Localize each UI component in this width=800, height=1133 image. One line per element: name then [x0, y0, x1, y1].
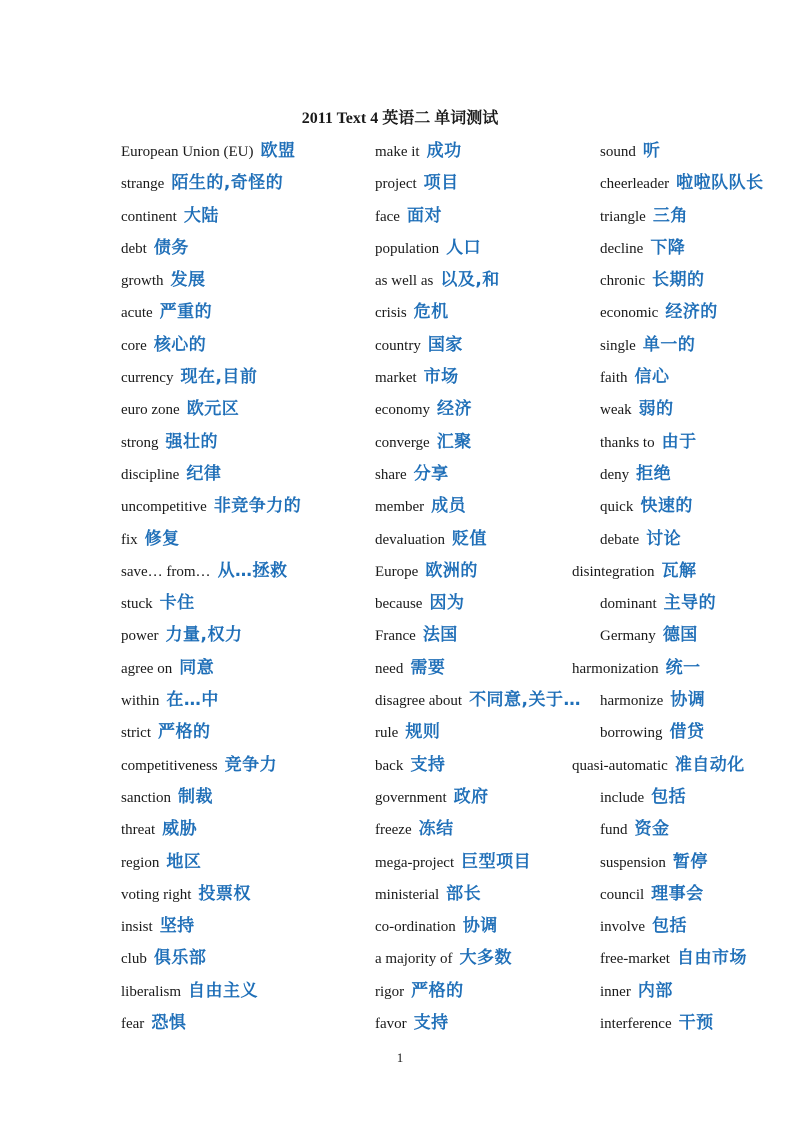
english-term: harmonization	[572, 660, 659, 677]
vocab-entry	[121, 264, 371, 296]
chinese-translation: 卡住	[159, 593, 195, 614]
vocab-entry	[375, 393, 575, 425]
english-term: project	[375, 176, 417, 193]
chinese-translation: 成员	[431, 496, 467, 517]
english-term: fear	[121, 1016, 145, 1033]
chinese-translation: 严格的	[158, 722, 211, 743]
chinese-translation: 下降	[650, 237, 686, 258]
english-term: council	[600, 886, 645, 903]
chinese-translation: 啦啦队队长	[676, 173, 764, 194]
english-term: debt	[121, 240, 147, 257]
chinese-translation: 借贷	[669, 722, 705, 743]
vocab-entry	[121, 361, 371, 393]
chinese-translation: 经济的	[665, 302, 718, 323]
vocab-entry	[572, 910, 800, 942]
chinese-translation: 汇聚	[436, 431, 472, 452]
english-term: competitiveness	[121, 757, 218, 774]
english-term: ministerial	[375, 886, 440, 903]
chinese-translation: 长期的	[651, 270, 705, 291]
chinese-translation: 需要	[410, 657, 446, 678]
english-term: save… from…	[121, 563, 211, 580]
vocab-entry	[121, 619, 371, 651]
english-term: triangle	[600, 208, 646, 225]
vocab-entry	[121, 652, 371, 684]
chinese-translation: 三角	[652, 205, 688, 226]
vocab-entry	[121, 910, 371, 942]
chinese-translation: 俱乐部	[153, 948, 207, 969]
english-term: sanction	[121, 789, 171, 806]
english-term: liberalism	[121, 983, 181, 1000]
english-term: cheerleader	[600, 176, 670, 193]
vocab-entry	[375, 975, 575, 1007]
chinese-translation: 陌生的,奇怪的	[171, 173, 284, 194]
vocab-entry	[375, 813, 575, 845]
vocab-entry	[121, 458, 371, 490]
chinese-translation: 严重的	[159, 302, 213, 323]
chinese-translation: 包括	[651, 786, 687, 807]
chinese-translation: 纪律	[186, 463, 222, 484]
english-term: strict	[121, 725, 151, 742]
english-term: devaluation	[375, 531, 445, 548]
english-term: single	[600, 337, 636, 354]
english-term: need	[375, 660, 404, 677]
vocab-entry	[375, 523, 575, 555]
english-term: core	[121, 337, 147, 354]
chinese-translation: 由于	[661, 431, 697, 452]
chinese-translation: 听	[642, 141, 661, 161]
english-term: mega-project	[375, 854, 455, 871]
vocab-entry	[121, 684, 371, 716]
english-term: interference	[600, 1016, 672, 1033]
english-term: strange	[121, 176, 165, 193]
vocab-entry	[375, 781, 575, 813]
chinese-translation: 竞争力	[224, 754, 278, 775]
chinese-translation: 因为	[429, 593, 465, 614]
chinese-translation: 支持	[413, 1013, 449, 1034]
english-term: borrowing	[600, 725, 663, 742]
english-term: quasi-automatic	[572, 757, 668, 774]
vocab-entry	[375, 652, 575, 684]
chinese-translation: 以及,和	[440, 270, 500, 291]
vocab-entry	[572, 878, 800, 910]
english-term: uncompetitive	[121, 499, 207, 516]
chinese-translation: 人口	[446, 237, 482, 258]
vocab-entry	[375, 361, 575, 393]
vocab-entry	[375, 490, 575, 522]
vocab-entry	[121, 555, 371, 587]
vocab-entry	[375, 942, 575, 974]
vocab-entry	[375, 232, 575, 264]
vocab-entry	[375, 296, 575, 328]
vocab-entry	[572, 652, 800, 684]
english-term: sound	[600, 144, 636, 160]
english-term: face	[375, 208, 400, 225]
chinese-translation: 瓦解	[661, 560, 697, 581]
english-term: fund	[600, 822, 628, 839]
chinese-translation: 包括	[652, 916, 687, 937]
vocab-entry	[375, 426, 575, 458]
english-term: chronic	[600, 273, 645, 290]
english-term: Germany	[600, 628, 656, 645]
english-term: population	[375, 240, 440, 257]
vocab-entry	[121, 200, 371, 232]
vocab-entry	[121, 942, 371, 974]
chinese-translation: 严格的	[411, 980, 464, 1001]
chinese-translation: 不同意,关于…	[469, 690, 582, 711]
chinese-translation: 自由主义	[188, 980, 258, 1001]
english-term: a majority of	[375, 951, 453, 968]
vocab-entry	[572, 490, 800, 522]
english-term: growth	[121, 273, 164, 290]
vocab-entry	[375, 587, 575, 619]
chinese-translation: 法国	[422, 625, 458, 646]
chinese-translation: 市场	[423, 367, 459, 388]
vocab-entry	[572, 555, 800, 587]
chinese-translation: 大多数	[459, 948, 512, 969]
vocab-entry	[375, 716, 575, 748]
chinese-translation: 德国	[662, 625, 698, 646]
english-term: market	[375, 370, 417, 387]
vocab-entry	[572, 167, 800, 199]
vocab-entry	[375, 167, 575, 199]
vocab-entry	[572, 296, 800, 328]
vocab-entry	[572, 329, 800, 361]
chinese-translation: 从…拯救	[217, 560, 288, 581]
english-term: free-market	[600, 951, 670, 968]
vocab-entry	[572, 942, 800, 974]
chinese-translation: 坚持	[159, 916, 195, 937]
vocab-entry	[572, 361, 800, 393]
english-term: disintegration	[572, 563, 655, 580]
english-term: thanks to	[600, 434, 655, 451]
english-term: fix	[121, 531, 138, 548]
english-term: include	[600, 789, 645, 806]
vocab-entry	[572, 200, 800, 232]
chinese-translation: 主导的	[663, 593, 717, 614]
english-term: decline	[600, 240, 644, 257]
chinese-translation: 威胁	[162, 819, 198, 840]
chinese-translation: 内部	[637, 980, 673, 1001]
vocab-entry	[121, 329, 371, 361]
english-term: dominant	[600, 596, 657, 613]
english-term: agree on	[121, 660, 173, 677]
english-term: because	[375, 596, 423, 613]
vocab-entry	[572, 232, 800, 264]
chinese-translation: 资金	[634, 819, 670, 840]
english-term: region	[121, 854, 160, 871]
english-term: member	[375, 499, 425, 516]
english-term: insist	[121, 919, 153, 936]
page-title: 2011 Text 4 英语二 单词测试	[301, 110, 499, 127]
vocab-entry	[375, 619, 575, 651]
english-term: deny	[600, 466, 630, 483]
english-term: European Union (EU)	[121, 144, 254, 160]
vocab-entry	[572, 846, 800, 878]
vocab-column-1	[121, 135, 371, 1039]
vocab-entry	[572, 749, 800, 781]
chinese-translation: 干预	[678, 1013, 714, 1034]
chinese-translation: 在…中	[166, 690, 219, 711]
vocab-entry	[572, 393, 800, 425]
vocab-entry	[121, 232, 371, 264]
chinese-translation: 暂停	[672, 851, 708, 872]
english-term: power	[121, 628, 159, 645]
vocab-entry	[121, 878, 371, 910]
chinese-translation: 同意	[179, 657, 215, 678]
chinese-translation: 面对	[406, 205, 442, 226]
vocab-entry	[121, 426, 371, 458]
english-term: acute	[121, 305, 153, 322]
vocab-entry	[572, 426, 800, 458]
chinese-translation: 投票权	[198, 883, 251, 904]
vocab-entry	[375, 555, 575, 587]
english-term: currency	[121, 370, 174, 387]
vocab-entry	[572, 523, 800, 555]
english-term: disagree about	[375, 693, 463, 710]
english-term: share	[375, 466, 407, 483]
chinese-translation: 统一	[665, 657, 701, 678]
chinese-translation: 危机	[413, 302, 449, 323]
english-term: debate	[600, 531, 640, 548]
chinese-translation: 规则	[405, 722, 441, 743]
vocab-entry	[375, 135, 575, 167]
page-number: 1	[396, 1050, 404, 1065]
chinese-translation: 强壮的	[165, 431, 218, 452]
vocab-entry	[121, 975, 371, 1007]
vocab-entry	[375, 749, 575, 781]
chinese-translation: 欧洲的	[425, 560, 478, 581]
vocab-entry	[121, 490, 371, 522]
chinese-translation: 成功	[426, 141, 462, 161]
vocab-entry	[572, 264, 800, 296]
english-term: back	[375, 757, 404, 774]
chinese-translation: 拒绝	[636, 463, 672, 484]
vocab-entry	[572, 684, 800, 716]
chinese-translation: 冻结	[418, 819, 454, 840]
english-term: as well as	[375, 273, 434, 290]
chinese-translation: 支持	[410, 754, 446, 775]
chinese-translation: 现在,目前	[180, 367, 258, 388]
vocab-entry	[375, 458, 575, 490]
vocab-entry	[121, 135, 371, 167]
chinese-translation: 部长	[446, 883, 482, 904]
chinese-translation: 准自动化	[674, 754, 745, 775]
chinese-translation: 信心	[634, 367, 670, 388]
vocab-entry	[121, 716, 371, 748]
chinese-translation: 经济	[436, 399, 472, 420]
english-term: France	[375, 628, 416, 645]
vocab-entry	[121, 587, 371, 619]
english-term: within	[121, 693, 160, 710]
chinese-translation: 大陆	[183, 205, 219, 226]
vocab-entry	[121, 749, 371, 781]
vocab-entry	[375, 264, 575, 296]
english-term: voting right	[121, 886, 192, 903]
english-term: quick	[600, 499, 634, 516]
english-term: suspension	[600, 854, 666, 871]
vocab-entry	[572, 135, 800, 167]
vocab-entry	[375, 910, 575, 942]
vocab-entry	[121, 393, 371, 425]
english-term: euro zone	[121, 402, 180, 419]
chinese-translation: 单一的	[642, 334, 696, 355]
chinese-translation: 核心的	[153, 334, 207, 355]
english-term: rule	[375, 725, 399, 742]
chinese-translation: 快速的	[640, 496, 693, 517]
vocab-entry	[572, 458, 800, 490]
chinese-translation: 地区	[166, 851, 202, 872]
english-term: weak	[600, 402, 632, 419]
chinese-translation: 国家	[427, 334, 463, 355]
chinese-translation: 力量,权力	[165, 625, 243, 646]
english-term: freeze	[375, 822, 412, 839]
vocab-entry	[375, 1007, 575, 1039]
vocab-entry	[572, 619, 800, 651]
chinese-translation: 修复	[144, 528, 180, 549]
vocab-entry	[121, 781, 371, 813]
vocab-entry	[375, 846, 575, 878]
chinese-translation: 贬值	[451, 528, 487, 549]
vocab-entry	[572, 1007, 800, 1039]
vocab-entry	[572, 587, 800, 619]
vocab-entry	[121, 296, 371, 328]
chinese-translation: 理事会	[651, 883, 704, 904]
vocab-entry	[572, 781, 800, 813]
vocab-entry	[375, 329, 575, 361]
english-term: country	[375, 337, 421, 354]
english-term: rigor	[375, 983, 405, 1000]
english-term: crisis	[375, 305, 407, 322]
vocab-entry	[572, 716, 800, 748]
chinese-translation: 弱的	[638, 399, 674, 420]
chinese-translation: 协调	[670, 690, 706, 711]
english-term: economy	[375, 402, 430, 419]
chinese-translation: 发展	[170, 270, 206, 291]
english-term: inner	[600, 983, 631, 1000]
chinese-translation: 制裁	[178, 786, 213, 807]
english-term: threat	[121, 822, 156, 839]
chinese-translation: 政府	[453, 786, 489, 807]
vocab-entry	[572, 813, 800, 845]
chinese-translation: 讨论	[646, 528, 682, 549]
vocab-entry	[121, 813, 371, 845]
vocab-entry	[375, 684, 582, 716]
chinese-translation: 债务	[153, 237, 189, 258]
vocab-column-2	[375, 135, 582, 1039]
english-term: government	[375, 789, 447, 806]
english-term: involve	[600, 919, 645, 936]
chinese-translation: 欧盟	[260, 141, 296, 161]
vocab-entry	[121, 167, 371, 199]
vocab-entry	[375, 878, 575, 910]
vocab-column-3	[572, 135, 800, 1039]
vocab-entry	[572, 975, 800, 1007]
chinese-translation: 分享	[413, 463, 449, 484]
english-term: club	[121, 951, 147, 968]
english-term: Europe	[375, 563, 419, 580]
vocab-entry	[121, 1007, 371, 1039]
english-term: stuck	[121, 596, 153, 613]
english-term: discipline	[121, 466, 180, 483]
vocab-entry	[121, 523, 371, 555]
chinese-translation: 恐惧	[151, 1013, 187, 1034]
chinese-translation: 非竞争力的	[213, 496, 302, 517]
english-term: converge	[375, 434, 430, 451]
english-term: co-ordination	[375, 919, 456, 936]
english-term: make it	[375, 144, 420, 160]
english-term: harmonize	[600, 693, 664, 710]
english-term: continent	[121, 208, 177, 225]
english-term: faith	[600, 370, 628, 387]
chinese-translation: 自由市场	[676, 948, 747, 969]
chinese-translation: 欧元区	[186, 399, 240, 420]
chinese-translation: 协调	[462, 916, 498, 937]
chinese-translation: 项目	[423, 173, 459, 194]
vocab-entry	[375, 200, 575, 232]
english-term: strong	[121, 434, 159, 451]
english-term: favor	[375, 1016, 407, 1033]
vocab-entry	[121, 846, 371, 878]
english-term: economic	[600, 305, 659, 322]
chinese-translation: 巨型项目	[461, 851, 532, 872]
